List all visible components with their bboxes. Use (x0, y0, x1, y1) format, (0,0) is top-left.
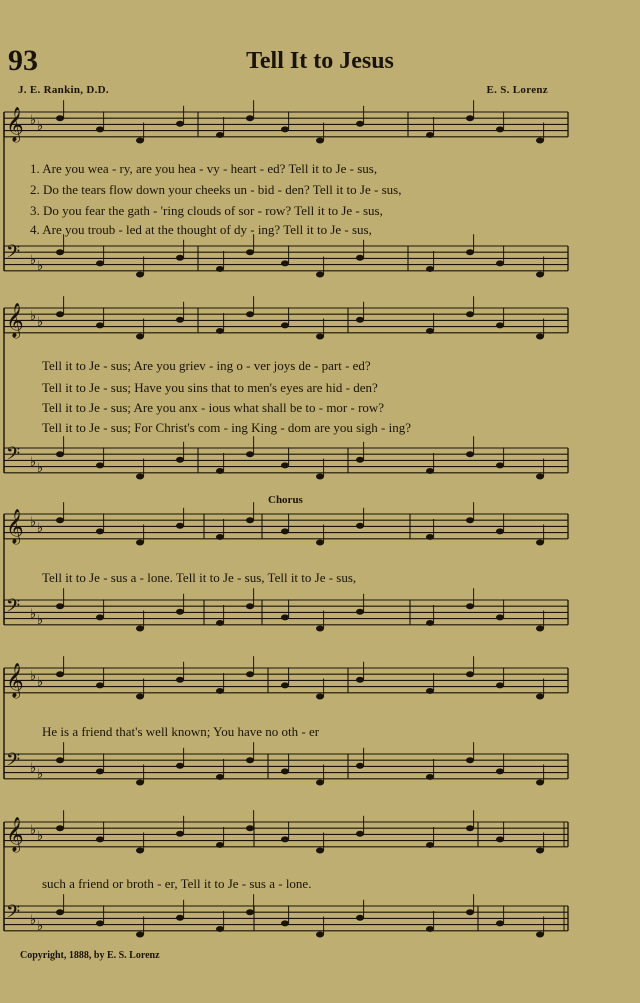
note-head (176, 831, 184, 837)
note-head (426, 620, 434, 626)
note-head (466, 825, 474, 831)
note-head (466, 311, 474, 317)
note-head (136, 334, 144, 340)
note-head (466, 757, 474, 763)
note-head (136, 540, 144, 546)
note-head (216, 774, 224, 780)
note-head (356, 255, 364, 261)
flat-icon: ♭ (30, 253, 37, 268)
note-head (316, 848, 324, 854)
flat-icon: ♭ (37, 829, 44, 844)
note-head (316, 474, 324, 480)
note-head (246, 451, 254, 457)
note-head (216, 926, 224, 932)
note-head (536, 932, 544, 938)
note-head (356, 763, 364, 769)
note-head (246, 115, 254, 121)
note-head (426, 842, 434, 848)
note-head (136, 848, 144, 854)
verse-3-line-1: 3. Do you fear the gath - 'ring clouds of sor - row? Tell it to Je - sus, (30, 203, 383, 218)
note-head (56, 909, 64, 915)
bass-clef-icon: 𝄢 (6, 902, 21, 927)
note-head (216, 328, 224, 334)
note-head (176, 255, 184, 261)
treble-clef-icon: 𝄞 (6, 817, 24, 852)
note-head (176, 121, 184, 127)
note-head (466, 115, 474, 121)
treble-clef-icon: 𝄞 (6, 107, 24, 142)
hymn-title: Tell It to Jesus (246, 48, 394, 74)
flat-icon: ♭ (37, 675, 44, 690)
bass-clef-icon: 𝄢 (6, 242, 21, 267)
note-head (496, 322, 504, 328)
note-head (316, 272, 324, 278)
note-head (56, 249, 64, 255)
note-head (216, 132, 224, 138)
note-head (356, 915, 364, 921)
note-head (356, 457, 364, 463)
note-head (316, 138, 324, 144)
note-head (246, 757, 254, 763)
treble-clef-icon: 𝄞 (6, 663, 24, 698)
flat-icon: ♭ (37, 521, 44, 536)
note-head (136, 138, 144, 144)
verse-2-line-1: 2. Do the tears flow down your cheeks un - bid - den? Tell it to Je - sus, (30, 182, 402, 197)
flat-icon: ♭ (37, 259, 44, 274)
note-head (496, 836, 504, 842)
note-head (356, 121, 364, 127)
note-head (176, 763, 184, 769)
note-head (246, 603, 254, 609)
flat-icon: ♭ (37, 613, 44, 628)
note-head (216, 468, 224, 474)
note-head (536, 272, 544, 278)
note-head (56, 115, 64, 121)
chorus-line-2: He is a friend that's well known; You have no oth - er (42, 724, 320, 739)
note-head (536, 848, 544, 854)
note-head (426, 266, 434, 272)
note-head (216, 842, 224, 848)
note-head (496, 614, 504, 620)
note-head (176, 677, 184, 683)
note-head (176, 609, 184, 615)
note-head (136, 780, 144, 786)
flat-icon: ♭ (37, 767, 44, 782)
flat-icon: ♭ (30, 515, 37, 530)
note-head (281, 836, 289, 842)
note-head (281, 528, 289, 534)
note-head (281, 260, 289, 266)
note-head (136, 694, 144, 700)
note-head (136, 932, 144, 938)
note-head (96, 682, 104, 688)
note-head (426, 328, 434, 334)
note-head (536, 626, 544, 632)
note-head (356, 609, 364, 615)
note-head (496, 682, 504, 688)
note-head (96, 920, 104, 926)
note-head (466, 517, 474, 523)
treble-clef-icon: 𝄞 (6, 303, 24, 338)
chorus-line-1: Tell it to Je - sus a - lone. Tell it to Je - sus, Tell it to Je - sus, (42, 570, 357, 585)
note-head (466, 603, 474, 609)
note-head (281, 768, 289, 774)
note-head (216, 688, 224, 694)
note-head (281, 322, 289, 328)
note-head (496, 462, 504, 468)
note-head (316, 694, 324, 700)
note-head (216, 266, 224, 272)
bass-clef-icon: 𝄢 (6, 444, 21, 469)
verse-4-line-2: Tell it to Je - sus; For Christ's com - ing King - dom are you sigh - ing? (42, 420, 412, 435)
verse-1-line-1: 1. Are you wea - ry, are you hea - vy - heart - ed? Tell it to Je - sus, (30, 161, 378, 176)
note-head (496, 768, 504, 774)
flat-icon: ♭ (30, 913, 37, 928)
note-head (56, 757, 64, 763)
flat-icon: ♭ (30, 607, 37, 622)
note-head (281, 126, 289, 132)
composer-credit: E. S. Lorenz (486, 84, 548, 96)
treble-clef-icon: 𝄞 (6, 509, 24, 544)
note-head (426, 688, 434, 694)
note-head (496, 528, 504, 534)
note-head (96, 322, 104, 328)
note-head (466, 451, 474, 457)
flat-icon: ♭ (30, 669, 37, 684)
note-head (246, 671, 254, 677)
note-head (246, 249, 254, 255)
note-head (281, 682, 289, 688)
note-head (246, 825, 254, 831)
note-head (536, 694, 544, 700)
note-head (216, 534, 224, 540)
note-head (496, 260, 504, 266)
flat-icon: ♭ (30, 113, 37, 128)
note-head (466, 671, 474, 677)
note-head (246, 909, 254, 915)
note-head (356, 317, 364, 323)
note-head (496, 920, 504, 926)
note-head (136, 272, 144, 278)
note-head (426, 774, 434, 780)
bass-clef-icon: 𝄢 (6, 750, 21, 775)
chorus-line-3: such a friend or broth - er, Tell it to Je - sus a - lone. (42, 876, 312, 891)
note-head (536, 138, 544, 144)
note-head (356, 523, 364, 529)
note-head (281, 462, 289, 468)
flat-icon: ♭ (30, 309, 37, 324)
bass-clef-icon: 𝄢 (6, 596, 21, 621)
note-head (316, 626, 324, 632)
note-head (536, 780, 544, 786)
note-head (96, 260, 104, 266)
copyright-notice: Copyright, 1888, by E. S. Lorenz (20, 950, 160, 961)
note-head (56, 603, 64, 609)
flat-icon: ♭ (37, 119, 44, 134)
note-head (356, 677, 364, 683)
note-head (176, 317, 184, 323)
note-head (176, 523, 184, 529)
note-head (56, 517, 64, 523)
flat-icon: ♭ (37, 461, 44, 476)
note-head (536, 334, 544, 340)
note-head (466, 909, 474, 915)
hymn-number: 93 (8, 44, 38, 77)
note-head (426, 534, 434, 540)
flat-icon: ♭ (37, 315, 44, 330)
note-head (426, 468, 434, 474)
note-head (176, 915, 184, 921)
chorus-label: Chorus (268, 494, 303, 506)
note-head (281, 920, 289, 926)
note-head (426, 132, 434, 138)
note-head (316, 780, 324, 786)
note-head (536, 540, 544, 546)
flat-icon: ♭ (37, 919, 44, 934)
author-credit: J. E. Rankin, D.D. (18, 84, 109, 96)
note-head (316, 932, 324, 938)
flat-icon: ♭ (30, 455, 37, 470)
note-head (56, 671, 64, 677)
note-head (96, 836, 104, 842)
note-head (96, 614, 104, 620)
note-head (96, 528, 104, 534)
note-head (246, 517, 254, 523)
note-head (136, 626, 144, 632)
verse-1-line-2: Tell it to Je - sus; Are you griev - ing o - ver joys de - part - ed? (42, 358, 371, 373)
note-head (96, 462, 104, 468)
verse-2-line-2: Tell it to Je - sus; Have you sins that to men's eyes are hid - den? (42, 380, 378, 395)
flat-icon: ♭ (30, 761, 37, 776)
verse-3-line-2: Tell it to Je - sus; Are you anx - ious what shall be to - mor - row? (42, 400, 385, 415)
note-head (466, 249, 474, 255)
note-head (56, 311, 64, 317)
note-head (176, 457, 184, 463)
note-head (356, 831, 364, 837)
note-head (536, 474, 544, 480)
note-head (216, 620, 224, 626)
note-head (281, 614, 289, 620)
note-head (496, 126, 504, 132)
note-head (136, 474, 144, 480)
note-head (56, 825, 64, 831)
note-head (316, 540, 324, 546)
note-head (246, 311, 254, 317)
verse-4-line-1: 4. Are you troub - led at the thought of dy - ing? Tell it to Je - sus, (30, 222, 372, 237)
note-head (56, 451, 64, 457)
note-head (316, 334, 324, 340)
flat-icon: ♭ (30, 823, 37, 838)
note-head (96, 768, 104, 774)
note-head (426, 926, 434, 932)
note-head (96, 126, 104, 132)
